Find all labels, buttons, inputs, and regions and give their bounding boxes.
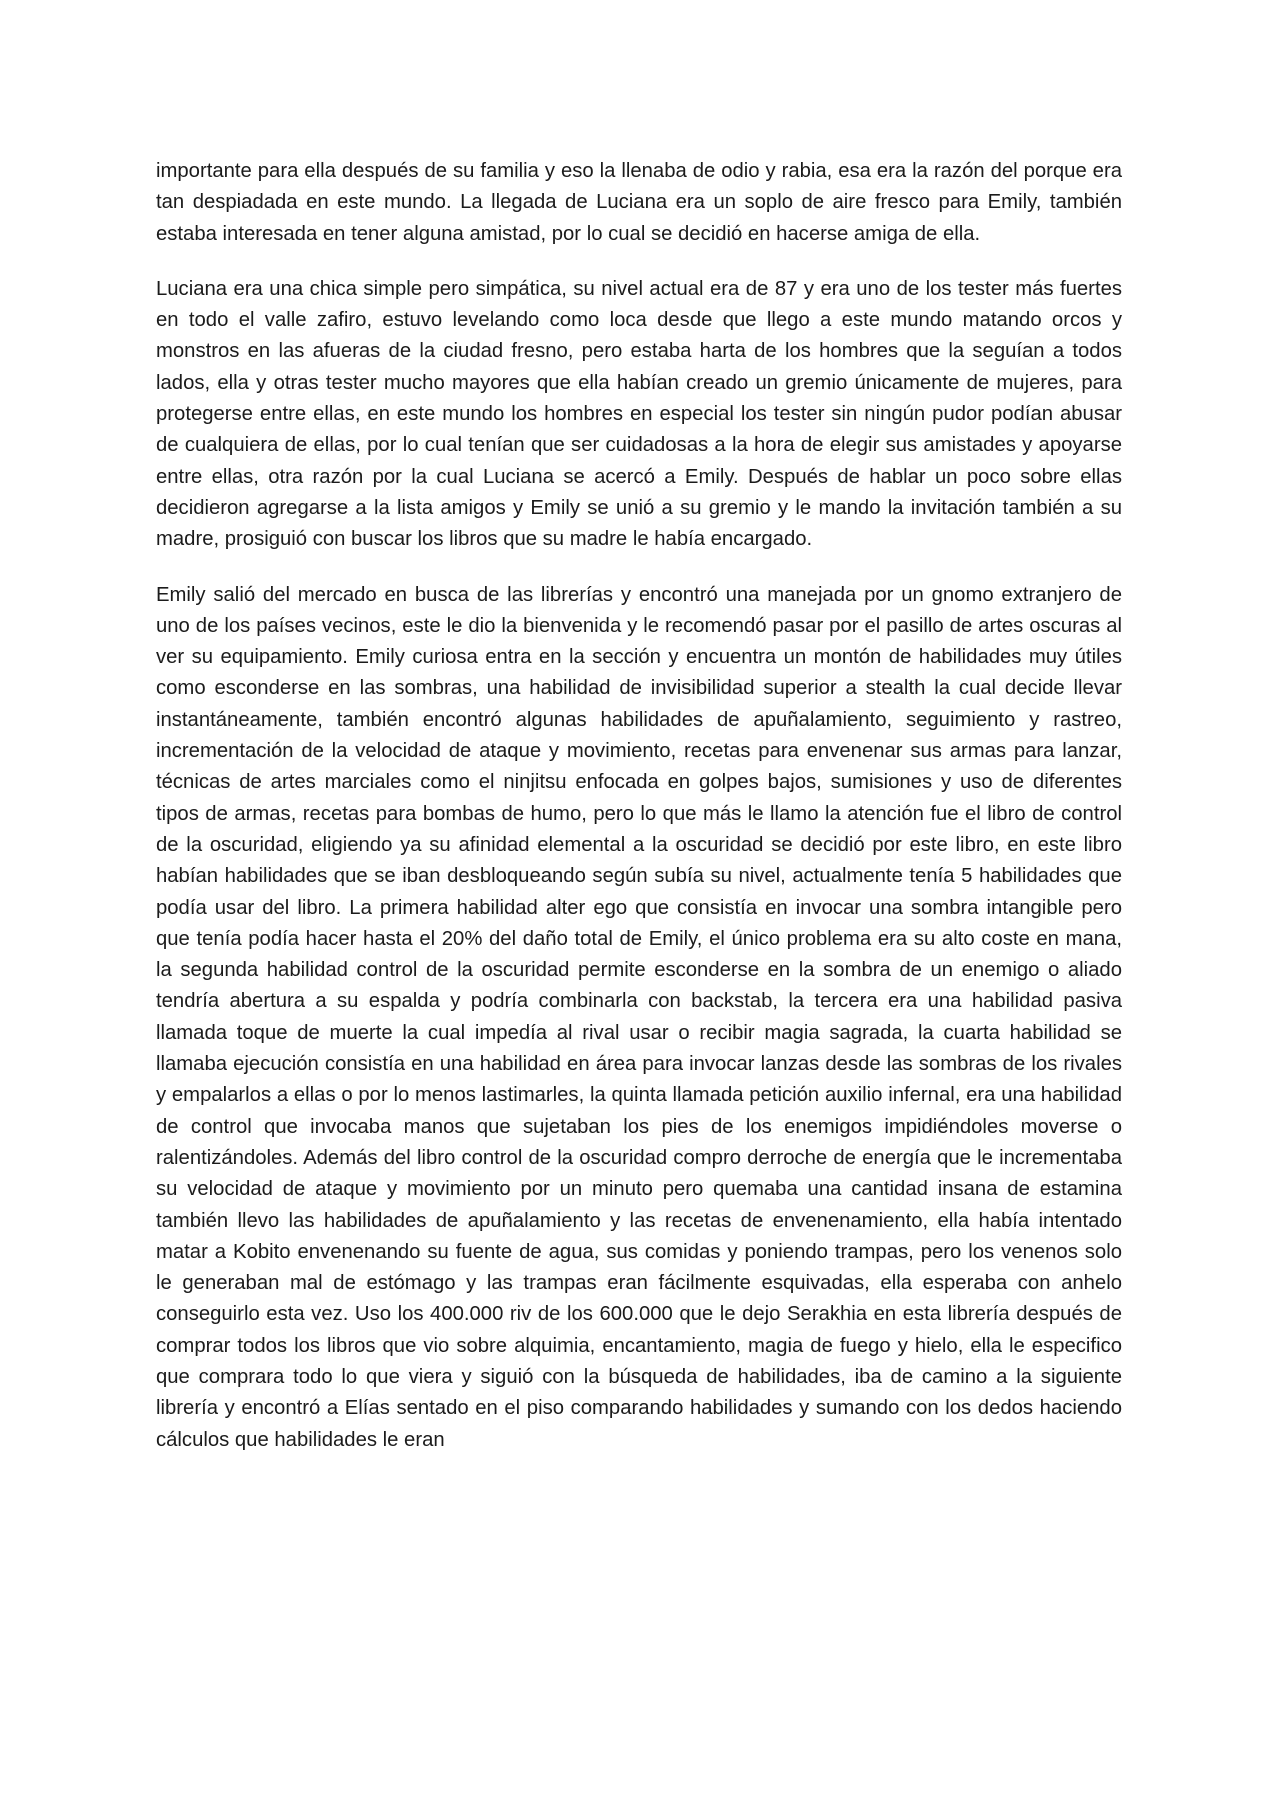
paragraph-2: Luciana era una chica simple pero simpática, su nivel actual era de 87 y era uno de los tester más fuertes en todo el valle zafiro, estuvo levelando como loca desde que llego a este mundo matando orcos y monstros en las afueras de la ciudad fresno, pero estaba harta de los hombres que la seguían a todos lados, ella y otras tester mucho mayores que ella habían creado un gremio únicamente de mujeres, para protegerse entre ellas, en este mundo los hombres en especial los tester sin ningún pudor podían abusar de cualquiera de ellas, por lo cual tenían que ser cuidadosas a la hora de elegir sus amistades y apoyarse entre ellas, otra razón por la cual Luciana se acercó a Emily. Después de hablar un poco sobre ellas decidieron agregarse a la lista amigos y Emily se unió a su gremio y le mando la invitación también a su madre, prosiguió con buscar los libros que su madre le había encargado. xyxy=(156,277,1122,551)
paragraph-1: importante para ella después de su familia y eso la llenaba de odio y rabia, esa era la razón del porque era tan despiadada en este mundo. La llegada de Luciana era un soplo de aire fresco para Emily, también estaba interesada en tener alguna amistad, por lo cual se decidió en hacerse amiga de ella. xyxy=(156,160,1122,245)
paragraph-3: Emily salió del mercado en busca de las librerías y encontró una manejada por un gnomo extranjero de uno de los países vecinos, este le dio la bienvenida y le recomendó pasar por el pasillo de artes oscuras al ver su equipamiento. Emily curiosa entra en la sección y encuentra un montón de habilidades muy útiles como esconderse en las sombras, una habilidad de invisibilidad superior a stealth la cual decide llevar instantáneamente, también encontró algunas habilidades de apuñalamiento, seguimiento y rastreo, incrementación de la velocidad de ataque y movimiento, recetas para envenenar sus armas para lanzar, técnicas de artes marciales como el ninjitsu enfocada en golpes bajos, sumisiones y uso de diferentes tipos de armas, recetas para bombas de humo, pero lo que más le llamo la atención fue el libro de control de la oscuridad, eligiendo ya su afinidad elemental a la oscuridad se decidió por este libro, en este libro habían habilidades que se iban desbloqueando según subía su nivel, actualmente tenía 5 habilidades que podía usar del libro. La primera habilidad alter ego que consistía en invocar una sombra intangible pero que tenía podía hacer hasta el 20% del daño total de Emily, el único problema era su alto coste en mana, la segunda habilidad control de la oscuridad permite esconderse en la sombra de un enemigo o aliado tendría abertura a su espalda y podría combinarla con backstab, la tercera era una habilidad pasiva llamada toque de muerte la cual impedía al rival usar o recibir magia sagrada, la cuarta habilidad se llamaba ejecución consistía en una habilidad en área para invocar lanzas desde las sombras de los rivales y empalarlos a ellas o por lo menos lastimarles, la quinta llamada petición auxilio infernal, era una habilidad de control que invocaba manos que sujetaban los pies de los enemigos impidiéndoles moverse o ralentizándoles. Además del libro control de la oscuridad compro derroche de energía que le incrementaba su velocidad de ataque y movimiento por un minuto pero quemaba una cantidad insana de estamina también llevo las habilidades de apuñalamiento y las recetas de envenenamiento, ella había intentado matar a Kobito envenenando su fuente de agua, sus comidas y poniendo trampas, pero los venenos solo le generaban mal de estómago y las trampas eran fácilmente esquivadas, ella esperaba con anhelo conseguirlo esta vez. Uso los 400.000 riv de los 600.000 que le dejo Serakhia en esta librería después de comprar todos los libros que vio sobre alquimia, encantamiento, magia de fuego y hielo, ella le especifico que comprara todo lo que viera y siguió con la búsqueda de habilidades, iba de camino a la siguiente librería y encontró a Elías sentado en el piso comparando habilidades y sumando con los dedos haciendo cálculos que habilidades le eran xyxy=(156,583,1122,1451)
document-body xyxy=(156,156,1122,1456)
